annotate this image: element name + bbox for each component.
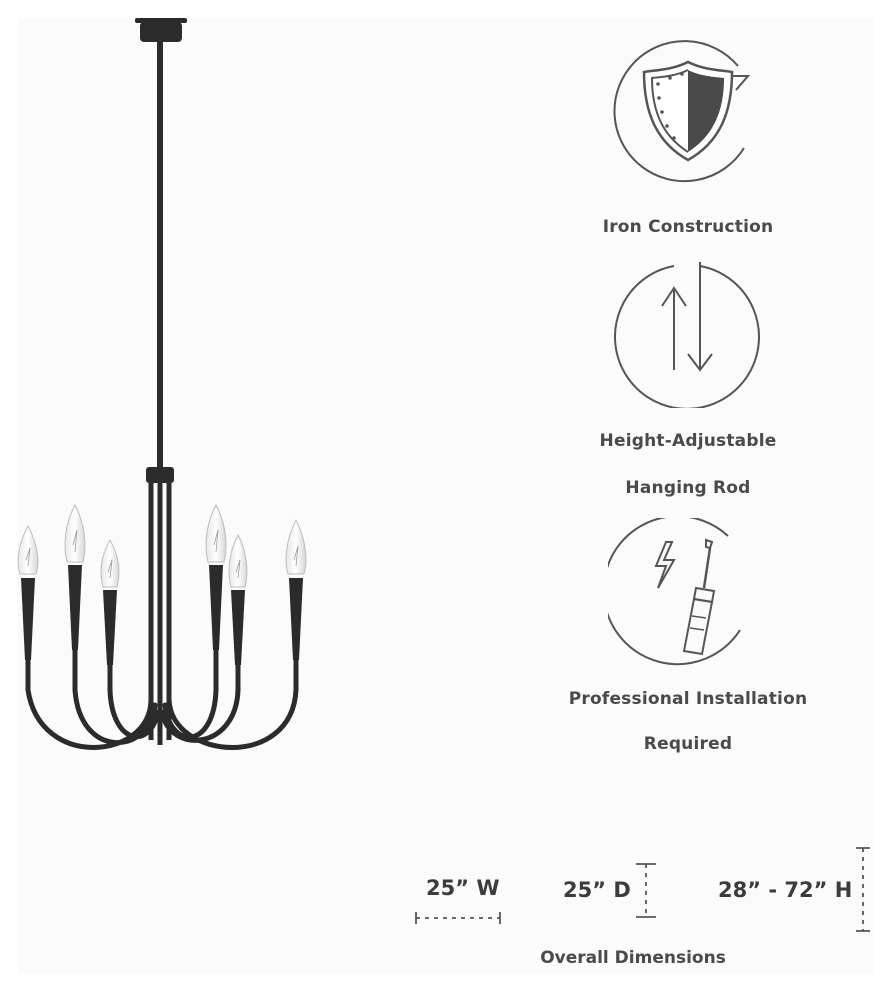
screwdriver-icon [608,518,768,668]
chandelier-image [0,0,340,780]
up-down-arrows-icon [608,258,768,408]
dimension-depth: 25” D [563,878,631,902]
feature-label-line1: Professional Installation [568,689,808,709]
feature-label: Iron Construction [602,217,774,237]
feature-professional-installation [560,518,816,758]
shield-icon [608,32,768,192]
feature-label-line2: Hanging Rod [625,478,751,498]
feature-adjustable-rod [560,258,816,502]
dimensions-caption: Overall Dimensions [540,948,726,968]
feature-iron-construction [560,32,816,241]
feature-label-line2: Required [643,734,733,754]
feature-label-line1: Height-Adjustable [599,431,777,451]
dimension-height: 28” - 72” H [718,878,853,902]
dimension-width: 25” W [426,876,500,900]
